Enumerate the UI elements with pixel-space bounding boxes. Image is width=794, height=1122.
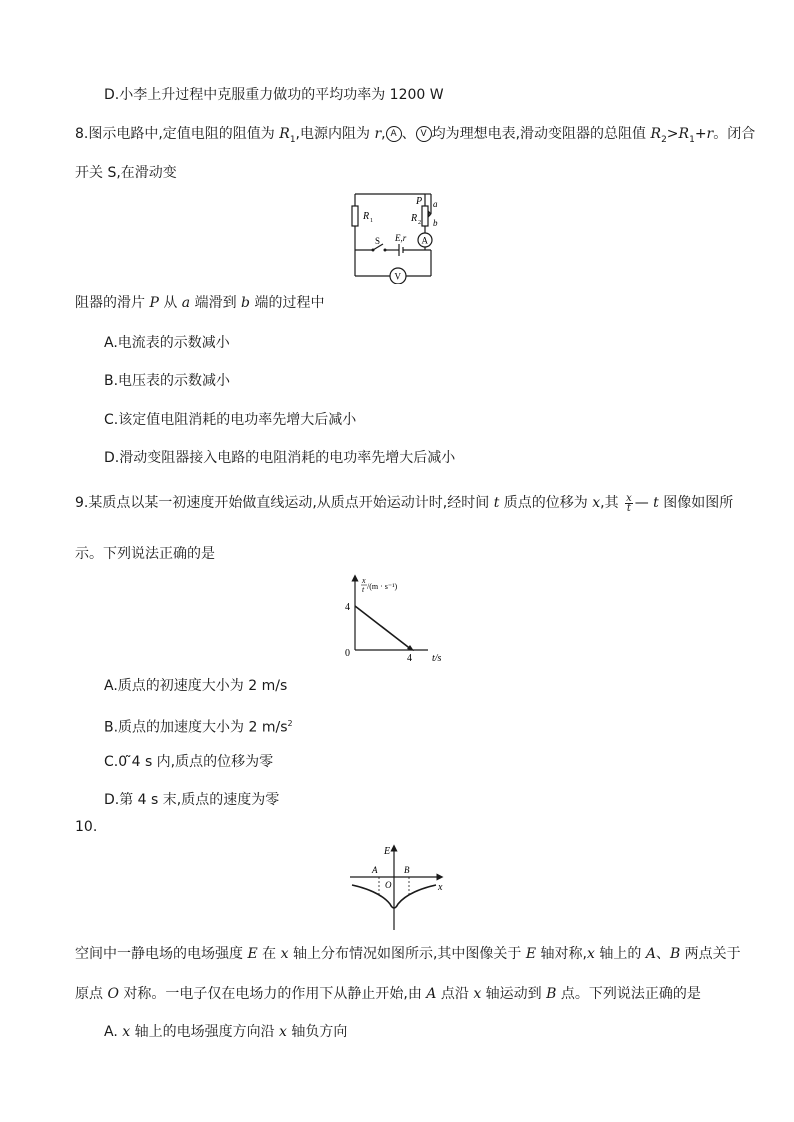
q9-stem-line2: 示。下列说法正确的是 <box>75 546 215 562</box>
q9-text: 9.某质点以某一初速度开始做直线运动,从质点开始运动计时,经时间 <box>75 495 494 511</box>
sub-1: 1 <box>289 134 296 145</box>
label-x: x <box>438 882 443 893</box>
var-x: x <box>592 495 601 511</box>
q10-text: 轴上的 <box>594 946 646 962</box>
label-e: E <box>384 846 391 857</box>
q8-option-c: C.该定值电阻消耗的电功率先增大后减小 <box>104 412 357 428</box>
q8-text: 端的过程中 <box>250 295 325 311</box>
var-t: t <box>653 495 659 511</box>
var-x: x <box>587 946 595 962</box>
label-a: a <box>433 199 438 209</box>
var-r1: R <box>279 126 290 142</box>
ammeter-symbol: A <box>386 126 402 142</box>
label-switch: S <box>375 236 381 246</box>
q8-option-b: B.电压表的示数减小 <box>104 373 231 389</box>
q9-option-a: A.质点的初速度大小为 2 m/s <box>104 678 288 694</box>
q8-text: 端滑到 <box>190 295 242 311</box>
q7-option-d: D.小李上升过程中克服重力做功的平均功率为 1200 W <box>104 87 444 103</box>
q10-text: 空间中一静电场的电场强度 <box>75 946 248 962</box>
q9-text: 图像如图所 <box>658 495 734 511</box>
var-x: x <box>473 986 482 1002</box>
label-b: B <box>404 865 410 875</box>
q10-text: 两点关于 <box>680 946 741 962</box>
q8-stem-line1 <box>75 124 755 150</box>
var-r1: R <box>678 126 690 142</box>
fraction-numerator: x <box>626 492 632 504</box>
q10-text: 在 <box>257 946 281 962</box>
label-r2: R <box>411 213 418 224</box>
q9-option-b-text: B.质点的加速度大小为 2 m/s <box>104 719 288 736</box>
q8-text: , <box>381 126 386 142</box>
q9-option-b <box>104 714 293 738</box>
q10-text: 原点 <box>75 986 108 1002</box>
y-label-numerator: x <box>362 576 366 585</box>
q10-text: 、 <box>655 946 670 962</box>
q10-text: 点。下列说法正确的是 <box>556 986 701 1002</box>
var-a: A <box>645 946 656 962</box>
q10-text: 轴对称, <box>536 946 587 962</box>
gt-sign: > <box>666 126 679 142</box>
label-r2-sub: 2 <box>418 220 421 226</box>
q10-text: A. <box>104 1024 123 1040</box>
label-ammeter: A <box>421 235 428 246</box>
superscript: 2 <box>287 719 293 728</box>
sub-2: 2 <box>661 134 667 145</box>
q9-option-d: D.第 4 s 末,质点的速度为零 <box>104 792 280 808</box>
q8-text: 。闭合 <box>713 126 756 142</box>
q9-text: ,其 <box>600 495 624 511</box>
fraction-x-over-t <box>625 494 633 513</box>
var-x: x <box>122 1024 131 1040</box>
label-o: O <box>385 880 392 890</box>
y-tick-4: 4 <box>345 602 350 613</box>
q10-text: 点沿 <box>436 986 474 1002</box>
var-b: B <box>546 986 557 1002</box>
label-p: P <box>416 196 423 207</box>
q9-text: 质点的位移为 <box>499 495 593 511</box>
var-e: E <box>525 946 537 962</box>
var-x: x <box>280 946 289 962</box>
q8-text: 从 <box>158 295 182 311</box>
y-label-denominator: t <box>362 585 365 594</box>
q8-text: ,电源内阻为 <box>295 126 375 142</box>
q9-graph-figure <box>342 574 452 666</box>
var-r: r <box>706 126 714 142</box>
var-t: t <box>493 495 500 511</box>
var-r2: R <box>650 126 662 142</box>
var-a: a <box>181 295 191 311</box>
q8-text: 阻器的滑片 <box>75 295 150 311</box>
q9-text: — <box>634 495 654 511</box>
q10-stem-line1 <box>75 944 741 964</box>
q8-stem-line2: 开关 S,在滑动变 <box>75 165 177 181</box>
q8-stem-line3 <box>75 293 324 313</box>
q10-option-a <box>104 1022 347 1042</box>
label-r1: R <box>363 211 370 222</box>
voltmeter-symbol: V <box>416 126 432 142</box>
var-p: P <box>149 295 159 311</box>
q9-stem-line1 <box>75 493 733 513</box>
x-axis-label: t/s <box>432 653 442 664</box>
y-unit: /(m · s⁻¹) <box>367 582 398 591</box>
var-b: b <box>241 295 251 311</box>
label-b: b <box>433 218 438 228</box>
data-line <box>355 606 412 650</box>
label-a: A <box>372 865 378 875</box>
q8-text: 、 <box>401 126 416 142</box>
fraction-denominator: t <box>626 502 631 514</box>
q8-option-d: D.滑动变阻器接入电路的电阻消耗的电功率先增大后减小 <box>104 450 456 466</box>
q9-option-c: C.0 ̃4 s 内,质点的位移为零 <box>104 754 274 770</box>
q10-text: 轴上的电场强度方向沿 <box>130 1024 280 1040</box>
var-r: r <box>374 126 382 142</box>
q8-text: 均为理想电表,滑动变阻器的总阻值 <box>431 126 651 142</box>
q10-text: 对称。一电子仅在电场力的作用下从静止开始,由 <box>118 986 427 1002</box>
label-emf: E,r <box>395 233 407 243</box>
q10-number: 10. <box>75 819 98 835</box>
var-e: E <box>247 946 258 962</box>
q8-option-a: A.电流表的示数减小 <box>104 335 230 351</box>
var-a: A <box>426 986 437 1002</box>
plus-sign: + <box>694 126 707 142</box>
q10-text: 轴上分布情况如图所示,其中图像关于 <box>288 946 526 962</box>
sub-1: 1 <box>689 134 695 145</box>
q10-text: 轴负方向 <box>286 1024 348 1040</box>
label-r1-sub: 1 <box>370 218 373 224</box>
var-x: x <box>279 1024 287 1040</box>
label-voltmeter: V <box>394 271 401 282</box>
q10-field-figure <box>346 842 446 932</box>
q8-text: 8.图示电路中,定值电阻的阻值为 <box>75 126 280 142</box>
origin-label: 0 <box>345 648 350 659</box>
var-b: B <box>669 946 681 962</box>
q10-stem-line2 <box>75 984 701 1004</box>
var-o: O <box>107 986 119 1002</box>
x-tick-4: 4 <box>407 653 412 664</box>
q8-circuit-figure <box>345 188 445 284</box>
q10-text: 轴运动到 <box>481 986 547 1002</box>
